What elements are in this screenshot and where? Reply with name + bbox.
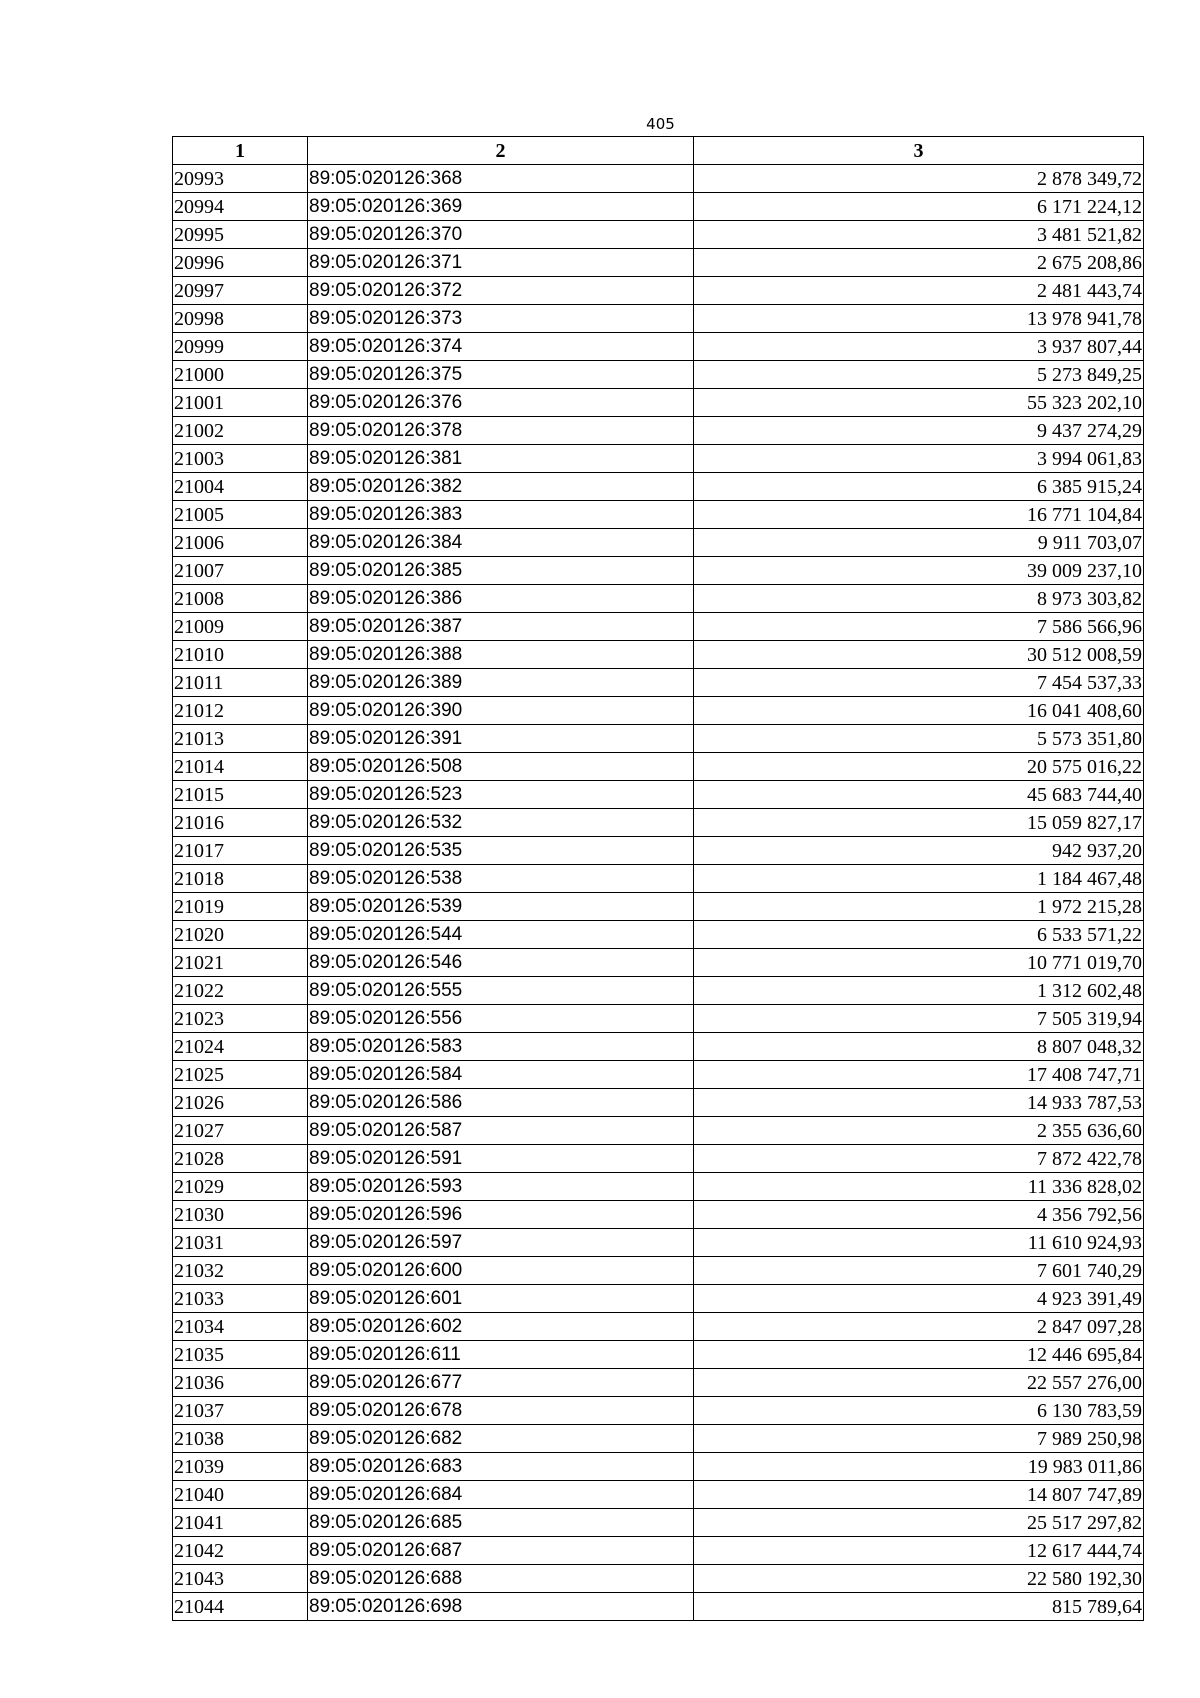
row-number-cell: 21004	[173, 473, 308, 501]
table-row	[173, 893, 1144, 921]
table-row	[173, 1089, 1144, 1117]
cadastral-number-cell: 89:05:020126:368	[308, 165, 694, 193]
cadastral-number-cell: 89:05:020126:374	[308, 333, 694, 361]
row-number-cell: 21042	[173, 1537, 308, 1565]
value-cell: 11 336 828,02	[694, 1173, 1144, 1201]
row-number-cell: 21036	[173, 1369, 308, 1397]
table-row	[173, 753, 1144, 781]
value-cell: 8 973 303,82	[694, 585, 1144, 613]
cadastral-number-cell: 89:05:020126:383	[308, 501, 694, 529]
cadastral-number-cell: 89:05:020126:587	[308, 1117, 694, 1145]
cadastral-number-cell: 89:05:020126:391	[308, 725, 694, 753]
cadastral-number-cell: 89:05:020126:375	[308, 361, 694, 389]
cadastral-number-cell: 89:05:020126:385	[308, 557, 694, 585]
cadastral-number-cell: 89:05:020126:602	[308, 1313, 694, 1341]
table-row	[173, 417, 1144, 445]
row-number-cell: 21040	[173, 1481, 308, 1509]
row-number-cell: 20995	[173, 221, 308, 249]
cadastral-number-cell: 89:05:020126:586	[308, 1089, 694, 1117]
value-cell: 2 355 636,60	[694, 1117, 1144, 1145]
value-cell: 3 481 521,82	[694, 221, 1144, 249]
cadastral-number-cell: 89:05:020126:597	[308, 1229, 694, 1257]
table-row	[173, 697, 1144, 725]
value-cell: 12 617 444,74	[694, 1537, 1144, 1565]
cadastral-number-cell: 89:05:020126:682	[308, 1425, 694, 1453]
cadastral-number-cell: 89:05:020126:685	[308, 1509, 694, 1537]
cadastral-number-cell: 89:05:020126:378	[308, 417, 694, 445]
cadastral-number-cell: 89:05:020126:381	[308, 445, 694, 473]
row-number-cell: 21038	[173, 1425, 308, 1453]
row-number-cell: 21018	[173, 865, 308, 893]
cadastral-number-cell: 89:05:020126:687	[308, 1537, 694, 1565]
cadastral-number-cell: 89:05:020126:555	[308, 977, 694, 1005]
cadastral-number-cell: 89:05:020126:556	[308, 1005, 694, 1033]
value-cell: 815 789,64	[694, 1593, 1144, 1621]
value-cell: 19 983 011,86	[694, 1453, 1144, 1481]
value-cell: 2 675 208,86	[694, 249, 1144, 277]
value-cell: 20 575 016,22	[694, 753, 1144, 781]
row-number-cell: 21037	[173, 1397, 308, 1425]
row-number-cell: 20998	[173, 305, 308, 333]
table-row	[173, 389, 1144, 417]
row-number-cell: 21010	[173, 641, 308, 669]
cadastral-number-cell: 89:05:020126:678	[308, 1397, 694, 1425]
row-number-cell: 21044	[173, 1593, 308, 1621]
row-number-cell: 21017	[173, 837, 308, 865]
row-number-cell: 21013	[173, 725, 308, 753]
cadastral-number-cell: 89:05:020126:546	[308, 949, 694, 977]
row-number-cell: 21008	[173, 585, 308, 613]
value-cell: 3 937 807,44	[694, 333, 1144, 361]
table-row	[173, 725, 1144, 753]
row-number-cell: 21016	[173, 809, 308, 837]
table-row	[173, 977, 1144, 1005]
page-number: 405	[646, 115, 675, 133]
row-number-cell: 21024	[173, 1033, 308, 1061]
value-cell: 6 533 571,22	[694, 921, 1144, 949]
value-cell: 9 437 274,29	[694, 417, 1144, 445]
value-cell: 25 517 297,82	[694, 1509, 1144, 1537]
row-number-cell: 21007	[173, 557, 308, 585]
table-row	[173, 613, 1144, 641]
table-row	[173, 1341, 1144, 1369]
row-number-cell: 21021	[173, 949, 308, 977]
value-cell: 6 385 915,24	[694, 473, 1144, 501]
row-number-cell: 20993	[173, 165, 308, 193]
value-cell: 22 580 192,30	[694, 1565, 1144, 1593]
table-row	[173, 1033, 1144, 1061]
value-cell: 7 586 566,96	[694, 613, 1144, 641]
table-row	[173, 1425, 1144, 1453]
value-cell: 7 601 740,29	[694, 1257, 1144, 1285]
value-cell: 4 923 391,49	[694, 1285, 1144, 1313]
value-cell: 45 683 744,40	[694, 781, 1144, 809]
column-header-3: 3	[694, 137, 1144, 165]
table-row	[173, 1509, 1144, 1537]
table-row	[173, 1061, 1144, 1089]
row-number-cell: 21039	[173, 1453, 308, 1481]
value-cell: 1 972 215,28	[694, 893, 1144, 921]
row-number-cell: 21002	[173, 417, 308, 445]
data-table	[172, 136, 1144, 1621]
row-number-cell: 21033	[173, 1285, 308, 1313]
value-cell: 3 994 061,83	[694, 445, 1144, 473]
table-row	[173, 1537, 1144, 1565]
value-cell: 7 872 422,78	[694, 1145, 1144, 1173]
value-cell: 7 989 250,98	[694, 1425, 1144, 1453]
cadastral-number-cell: 89:05:020126:369	[308, 193, 694, 221]
cadastral-number-cell: 89:05:020126:384	[308, 529, 694, 557]
value-cell: 55 323 202,10	[694, 389, 1144, 417]
cadastral-number-cell: 89:05:020126:376	[308, 389, 694, 417]
value-cell: 2 847 097,28	[694, 1313, 1144, 1341]
value-cell: 942 937,20	[694, 837, 1144, 865]
header-row	[173, 137, 1144, 165]
row-number-cell: 21022	[173, 977, 308, 1005]
row-number-cell: 21034	[173, 1313, 308, 1341]
table-row	[173, 1005, 1144, 1033]
value-cell: 11 610 924,93	[694, 1229, 1144, 1257]
value-cell: 14 807 747,89	[694, 1481, 1144, 1509]
table-row	[173, 1397, 1144, 1425]
row-number-cell: 21031	[173, 1229, 308, 1257]
value-cell: 13 978 941,78	[694, 305, 1144, 333]
row-number-cell: 21041	[173, 1509, 308, 1537]
cadastral-number-cell: 89:05:020126:684	[308, 1481, 694, 1509]
cadastral-number-cell: 89:05:020126:371	[308, 249, 694, 277]
table-row	[173, 193, 1144, 221]
value-cell: 15 059 827,17	[694, 809, 1144, 837]
row-number-cell: 21003	[173, 445, 308, 473]
column-header-2: 2	[308, 137, 694, 165]
row-number-cell: 21015	[173, 781, 308, 809]
table-row	[173, 1481, 1144, 1509]
table-row	[173, 249, 1144, 277]
value-cell: 10 771 019,70	[694, 949, 1144, 977]
row-number-cell: 21028	[173, 1145, 308, 1173]
table-row	[173, 1173, 1144, 1201]
cadastral-number-cell: 89:05:020126:544	[308, 921, 694, 949]
value-cell: 22 557 276,00	[694, 1369, 1144, 1397]
row-number-cell: 21032	[173, 1257, 308, 1285]
table-row	[173, 361, 1144, 389]
row-number-cell: 21029	[173, 1173, 308, 1201]
table-row	[173, 165, 1144, 193]
cadastral-number-cell: 89:05:020126:387	[308, 613, 694, 641]
table-row	[173, 641, 1144, 669]
row-number-cell: 21000	[173, 361, 308, 389]
value-cell: 5 573 351,80	[694, 725, 1144, 753]
table-row	[173, 221, 1144, 249]
table-row	[173, 669, 1144, 697]
row-number-cell: 21030	[173, 1201, 308, 1229]
value-cell: 2 878 349,72	[694, 165, 1144, 193]
value-cell: 17 408 747,71	[694, 1061, 1144, 1089]
cadastral-number-cell: 89:05:020126:535	[308, 837, 694, 865]
cadastral-number-cell: 89:05:020126:583	[308, 1033, 694, 1061]
value-cell: 6 130 783,59	[694, 1397, 1144, 1425]
cadastral-number-cell: 89:05:020126:698	[308, 1593, 694, 1621]
table-row	[173, 473, 1144, 501]
table-row	[173, 305, 1144, 333]
cadastral-number-cell: 89:05:020126:532	[308, 809, 694, 837]
cadastral-number-cell: 89:05:020126:388	[308, 641, 694, 669]
cadastral-number-cell: 89:05:020126:601	[308, 1285, 694, 1313]
row-number-cell: 20997	[173, 277, 308, 305]
table-row	[173, 277, 1144, 305]
table-row	[173, 333, 1144, 361]
row-number-cell: 20996	[173, 249, 308, 277]
row-number-cell: 21043	[173, 1565, 308, 1593]
table-row	[173, 557, 1144, 585]
row-number-cell: 21035	[173, 1341, 308, 1369]
table-row	[173, 809, 1144, 837]
cadastral-number-cell: 89:05:020126:611	[308, 1341, 694, 1369]
cadastral-number-cell: 89:05:020126:591	[308, 1145, 694, 1173]
cadastral-number-cell: 89:05:020126:539	[308, 893, 694, 921]
table-row	[173, 1453, 1144, 1481]
table-row	[173, 1117, 1144, 1145]
cadastral-number-cell: 89:05:020126:373	[308, 305, 694, 333]
row-number-cell: 21005	[173, 501, 308, 529]
table-row	[173, 837, 1144, 865]
row-number-cell: 20994	[173, 193, 308, 221]
cadastral-number-cell: 89:05:020126:677	[308, 1369, 694, 1397]
row-number-cell: 21011	[173, 669, 308, 697]
value-cell: 7 505 319,94	[694, 1005, 1144, 1033]
cadastral-number-cell: 89:05:020126:372	[308, 277, 694, 305]
value-cell: 14 933 787,53	[694, 1089, 1144, 1117]
row-number-cell: 21001	[173, 389, 308, 417]
cadastral-number-cell: 89:05:020126:584	[308, 1061, 694, 1089]
table-row	[173, 445, 1144, 473]
value-cell: 9 911 703,07	[694, 529, 1144, 557]
table-row	[173, 501, 1144, 529]
table-row	[173, 949, 1144, 977]
cadastral-number-cell: 89:05:020126:688	[308, 1565, 694, 1593]
value-cell: 39 009 237,10	[694, 557, 1144, 585]
cadastral-number-cell: 89:05:020126:390	[308, 697, 694, 725]
row-number-cell: 21009	[173, 613, 308, 641]
row-number-cell: 21025	[173, 1061, 308, 1089]
cadastral-number-cell: 89:05:020126:370	[308, 221, 694, 249]
table-row	[173, 1593, 1144, 1621]
cadastral-number-cell: 89:05:020126:508	[308, 753, 694, 781]
table-body	[173, 165, 1144, 1621]
row-number-cell: 20999	[173, 333, 308, 361]
value-cell: 16 771 104,84	[694, 501, 1144, 529]
cadastral-number-cell: 89:05:020126:593	[308, 1173, 694, 1201]
table-row	[173, 1201, 1144, 1229]
cadastral-number-cell: 89:05:020126:600	[308, 1257, 694, 1285]
table-row	[173, 1565, 1144, 1593]
row-number-cell: 21014	[173, 753, 308, 781]
value-cell: 5 273 849,25	[694, 361, 1144, 389]
table-row	[173, 921, 1144, 949]
cadastral-number-cell: 89:05:020126:683	[308, 1453, 694, 1481]
value-cell: 1 184 467,48	[694, 865, 1144, 893]
value-cell: 4 356 792,56	[694, 1201, 1144, 1229]
table-row	[173, 1229, 1144, 1257]
table-row	[173, 865, 1144, 893]
row-number-cell: 21027	[173, 1117, 308, 1145]
table-row	[173, 1145, 1144, 1173]
value-cell: 1 312 602,48	[694, 977, 1144, 1005]
table-row	[173, 1369, 1144, 1397]
cadastral-number-cell: 89:05:020126:596	[308, 1201, 694, 1229]
row-number-cell: 21020	[173, 921, 308, 949]
value-cell: 16 041 408,60	[694, 697, 1144, 725]
cadastral-number-cell: 89:05:020126:538	[308, 865, 694, 893]
value-cell: 8 807 048,32	[694, 1033, 1144, 1061]
table-row	[173, 1285, 1144, 1313]
row-number-cell: 21026	[173, 1089, 308, 1117]
table-row	[173, 781, 1144, 809]
cadastral-number-cell: 89:05:020126:382	[308, 473, 694, 501]
row-number-cell: 21019	[173, 893, 308, 921]
table-header	[173, 137, 1144, 165]
column-header-1: 1	[173, 137, 308, 165]
cadastral-number-cell: 89:05:020126:389	[308, 669, 694, 697]
value-cell: 7 454 537,33	[694, 669, 1144, 697]
table-row	[173, 529, 1144, 557]
value-cell: 30 512 008,59	[694, 641, 1144, 669]
row-number-cell: 21023	[173, 1005, 308, 1033]
value-cell: 6 171 224,12	[694, 193, 1144, 221]
table-row	[173, 1313, 1144, 1341]
table-row	[173, 1257, 1144, 1285]
table-row	[173, 585, 1144, 613]
value-cell: 2 481 443,74	[694, 277, 1144, 305]
value-cell: 12 446 695,84	[694, 1341, 1144, 1369]
row-number-cell: 21012	[173, 697, 308, 725]
cadastral-number-cell: 89:05:020126:386	[308, 585, 694, 613]
row-number-cell: 21006	[173, 529, 308, 557]
cadastral-number-cell: 89:05:020126:523	[308, 781, 694, 809]
